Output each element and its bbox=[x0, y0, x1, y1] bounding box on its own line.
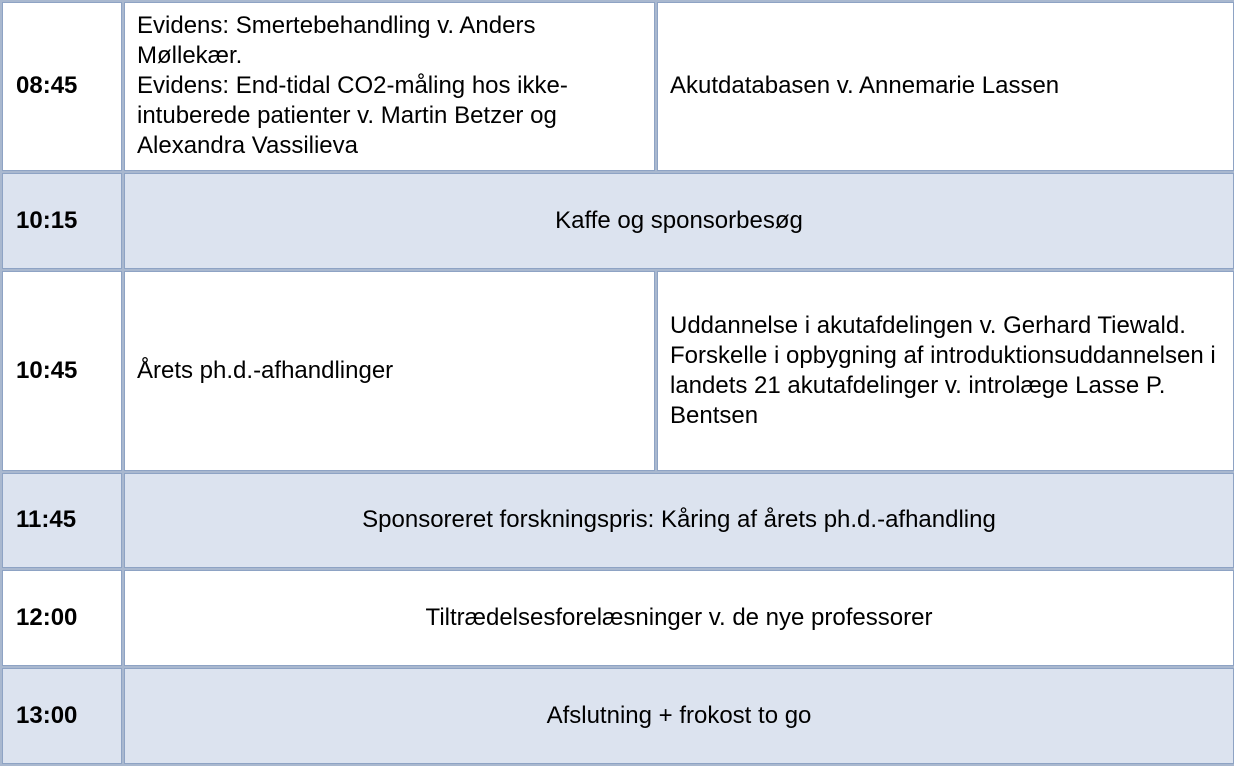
time-cell: 08:45 bbox=[2, 2, 122, 171]
time-cell: 10:15 bbox=[2, 173, 122, 269]
session-cell: Tiltrædelsesforelæsninger v. de nye professorer bbox=[124, 570, 1234, 666]
session-cell bbox=[124, 271, 655, 471]
schedule-row bbox=[2, 173, 1234, 269]
time-cell: 11:45 bbox=[2, 473, 122, 569]
session-text: Akutdatabasen v. Annemarie Lassen bbox=[670, 72, 1060, 100]
session-text: Forskelle i opbygning af introduktionsuddannelsen i landets 21 akutafdelinger v. introlæge Lasse P. Bentsen bbox=[670, 341, 1216, 429]
schedule-row bbox=[2, 668, 1234, 764]
session-cell bbox=[657, 2, 1234, 171]
session-cell: Afslutning + frokost to go bbox=[124, 668, 1234, 764]
session-text: Årets ph.d.-afhandlinger bbox=[137, 356, 394, 384]
time-cell: 12:00 bbox=[2, 570, 122, 666]
session-text: Evidens: Smertebehandling v. Anders Møllekær. bbox=[137, 12, 536, 70]
session-text: Uddannelse i akutafdelingen v. Gerhard Tiewald. bbox=[670, 311, 1186, 339]
session-cell bbox=[657, 271, 1234, 471]
session-cell bbox=[124, 2, 655, 171]
schedule-row bbox=[2, 473, 1234, 569]
schedule-row bbox=[2, 570, 1234, 666]
session-cell: Kaffe og sponsorbesøg bbox=[124, 173, 1234, 269]
schedule-row bbox=[2, 2, 1234, 171]
time-cell: 10:45 bbox=[2, 271, 122, 471]
session-text: Evidens: End-tidal CO2-måling hos ikke-intuberede patienter v. Martin Betzer og Alexandra Vassilieva bbox=[137, 72, 568, 160]
session-cell: Sponsoreret forskningspris: Kåring af årets ph.d.-afhandling bbox=[124, 473, 1234, 569]
schedule-row bbox=[2, 271, 1234, 471]
time-cell: 13:00 bbox=[2, 668, 122, 764]
